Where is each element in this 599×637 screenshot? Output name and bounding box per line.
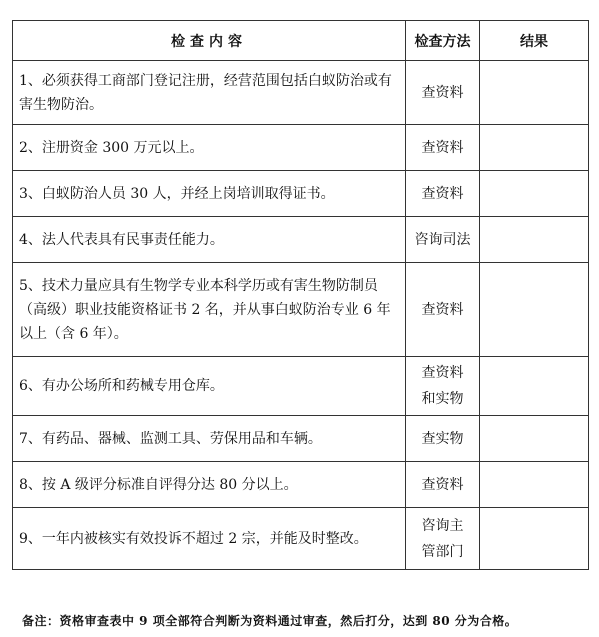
table-row [13,357,589,416]
header-content: 检查内容 [13,21,406,61]
row-result [480,171,589,217]
table-row [13,125,589,171]
row-content: 2、注册资金 300 万元以上。 [13,125,406,171]
row-result [480,125,589,171]
table-row [13,217,589,263]
row-content: 6、有办公场所和药械专用仓库。 [13,357,406,416]
table-row [13,61,589,125]
header-method: 检查方法 [406,21,480,61]
row-result [480,416,589,462]
table-row [13,462,589,508]
row-method: 查资料和实物 [406,357,480,416]
footnote: 备注：资格审查表中 9 项全部符合判断为资料通过审查，然后打分，达到 80 分为合格。 [22,614,518,628]
row-content: 3、白蚁防治人员 30 人，并经上岗培训取得证书。 [13,171,406,217]
row-content: 1、必须获得工商部门登记注册，经营范围包括白蚁防治或有害生物防治。 [13,61,406,125]
row-result [480,357,589,416]
row-method: 查资料 [406,125,480,171]
row-result [480,61,589,125]
row-result [480,508,589,570]
row-content: 8、按 A 级评分标准自评得分达 80 分以上。 [13,462,406,508]
table-row [13,171,589,217]
row-content: 5、技术力量应具有生物学专业本科学历或有害生物防制员（高级）职业技能资格证书 2 名，并从事白蚁防治专业 6 年以上（含 6 年）。 [13,263,406,357]
row-content: 7、有药品、器械、监测工具、劳保用品和车辆。 [13,416,406,462]
header-result: 结果 [480,21,589,61]
row-result [480,462,589,508]
row-method: 查资料 [406,263,480,357]
row-method: 查实物 [406,416,480,462]
header-row [13,21,589,61]
table-row [13,416,589,462]
table-row [13,263,589,357]
row-method: 查资料 [406,61,480,125]
qualification-table [12,20,589,570]
row-method: 查资料 [406,171,480,217]
row-result [480,263,589,357]
row-result [480,217,589,263]
row-method: 咨询主管部门 [406,508,480,570]
row-method: 咨询司法 [406,217,480,263]
row-method: 查资料 [406,462,480,508]
row-content: 4、法人代表具有民事责任能力。 [13,217,406,263]
table-row [13,508,589,570]
row-content: 9、一年内被核实有效投诉不超过 2 宗，并能及时整改。 [13,508,406,570]
